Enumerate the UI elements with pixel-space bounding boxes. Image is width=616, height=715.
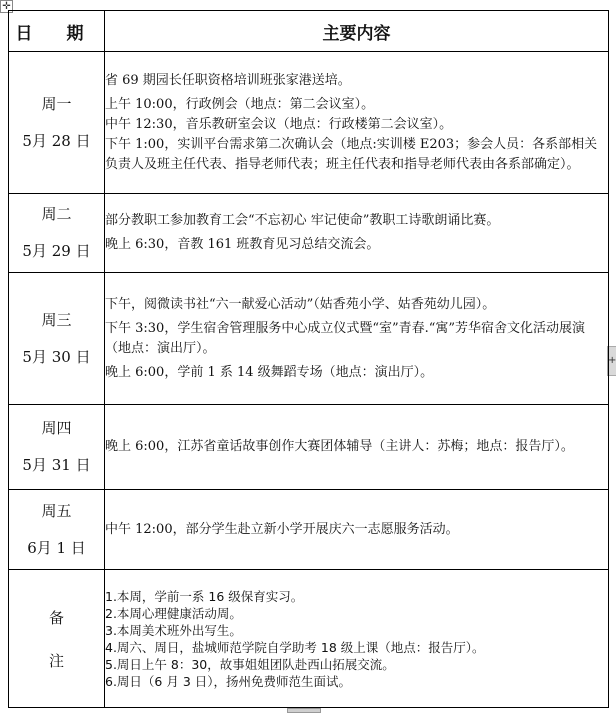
header-date: 日 期 <box>9 11 105 52</box>
content-cell-tuesday <box>105 194 609 273</box>
date-label: 5月 30 日 <box>22 347 91 366</box>
weekly-schedule-table <box>8 10 609 708</box>
day-cell-thursday <box>9 405 105 490</box>
list-item: 5.周日上午 8：30，故事姐姐团队赴西山拓展交流。 <box>105 656 395 672</box>
table-row-notes <box>9 570 609 708</box>
content-cell-thursday <box>105 405 609 490</box>
day-cell-tuesday <box>9 194 105 273</box>
list-item: 4.周六、周日，盐城师范学院自学助考 18 级上课（地点：报告厅）。 <box>105 639 485 655</box>
date-label: 5月 29 日 <box>22 242 91 260</box>
list-item: 1.本周，学前一系 16 级保育实习。 <box>105 588 304 604</box>
content-cell-friday <box>105 490 609 570</box>
list-item: 中午 12:30，音乐教研室会议（地点：行政楼第二会议室）。 <box>105 116 453 132</box>
list-item: 下午 3:30，学生宿舍管理服务中心成立仪式暨“室”青春.“寓”芳华宿舍文化活动展演（地点：演出厅）。 <box>105 320 586 356</box>
content-cell-monday <box>105 52 609 194</box>
list-item: 中午 12:00，部分学生赴立新小学开展庆六一志愿服务活动。 <box>105 521 459 537</box>
table-row <box>9 273 609 405</box>
list-item: 晚上 6:30，音教 161 班教育见习总结交流会。 <box>105 237 380 252</box>
notes-content-cell <box>105 570 609 708</box>
list-item: 省 69 期园长任职资格培训班张家港送培。 <box>105 72 351 88</box>
list-item: 3.本周美术班外出写生。 <box>105 622 242 638</box>
weekday-label: 周二 <box>41 205 72 223</box>
table-row <box>9 194 609 273</box>
list-item: 2.本周心理健康活动周。 <box>105 605 242 621</box>
weekday-label: 周一 <box>41 94 72 113</box>
list-item: 6.周日（6 月 3 日），扬州免费师范生面试。 <box>105 673 352 689</box>
notes-label-line2: 注 <box>48 651 64 670</box>
day-cell-wednesday <box>9 273 105 405</box>
list-item: 下午，阅微读书社“六一献爱心活动”（姑香苑小学、姑香苑幼儿园）。 <box>105 296 496 312</box>
date-label: 5月 31 日 <box>22 456 91 474</box>
header-content: 主要内容 <box>105 11 609 52</box>
weekday-label: 周四 <box>41 419 72 437</box>
table-resize-handle[interactable] <box>287 708 321 713</box>
list-item: 部分教职工参加教育工会“不忘初心 牢记使命”教职工诗歌朗诵比赛。 <box>105 213 500 228</box>
notes-label-cell <box>9 570 105 708</box>
list-item: 下午 1:00，实训平台需求第二次确认会（地点:实训楼 E203；参会人员：各系部相关负责人及班主任代表、指导老师代表；班主任代表和指导老师代表由各系部确定）。 <box>105 136 598 172</box>
content-cell-wednesday <box>105 273 609 405</box>
list-item: 晚上 6:00，江苏省童话故事创作大赛团体辅导（主讲人：苏梅；地点：报告厅）。 <box>105 439 574 454</box>
date-label: 6月 1 日 <box>27 538 86 557</box>
add-column-handle-icon[interactable]: + <box>607 346 616 376</box>
list-item: 晚上 6:00，学前 1 系 14 级舞蹈专场（地点：演出厅）。 <box>105 364 434 380</box>
table-row <box>9 490 609 570</box>
list-item: 上午 10:00，行政例会（地点：第二会议室）。 <box>105 96 375 112</box>
notes-label-line1: 备 <box>48 608 64 627</box>
day-cell-monday <box>9 52 105 194</box>
table-header-row <box>9 11 609 52</box>
weekday-label: 周三 <box>41 310 72 329</box>
table-move-handle-icon[interactable]: ✛ <box>0 0 13 13</box>
table-row <box>9 52 609 194</box>
table-row <box>9 405 609 490</box>
date-label: 5月 28 日 <box>22 131 91 150</box>
day-cell-friday <box>9 490 105 570</box>
weekday-label: 周五 <box>41 501 72 520</box>
